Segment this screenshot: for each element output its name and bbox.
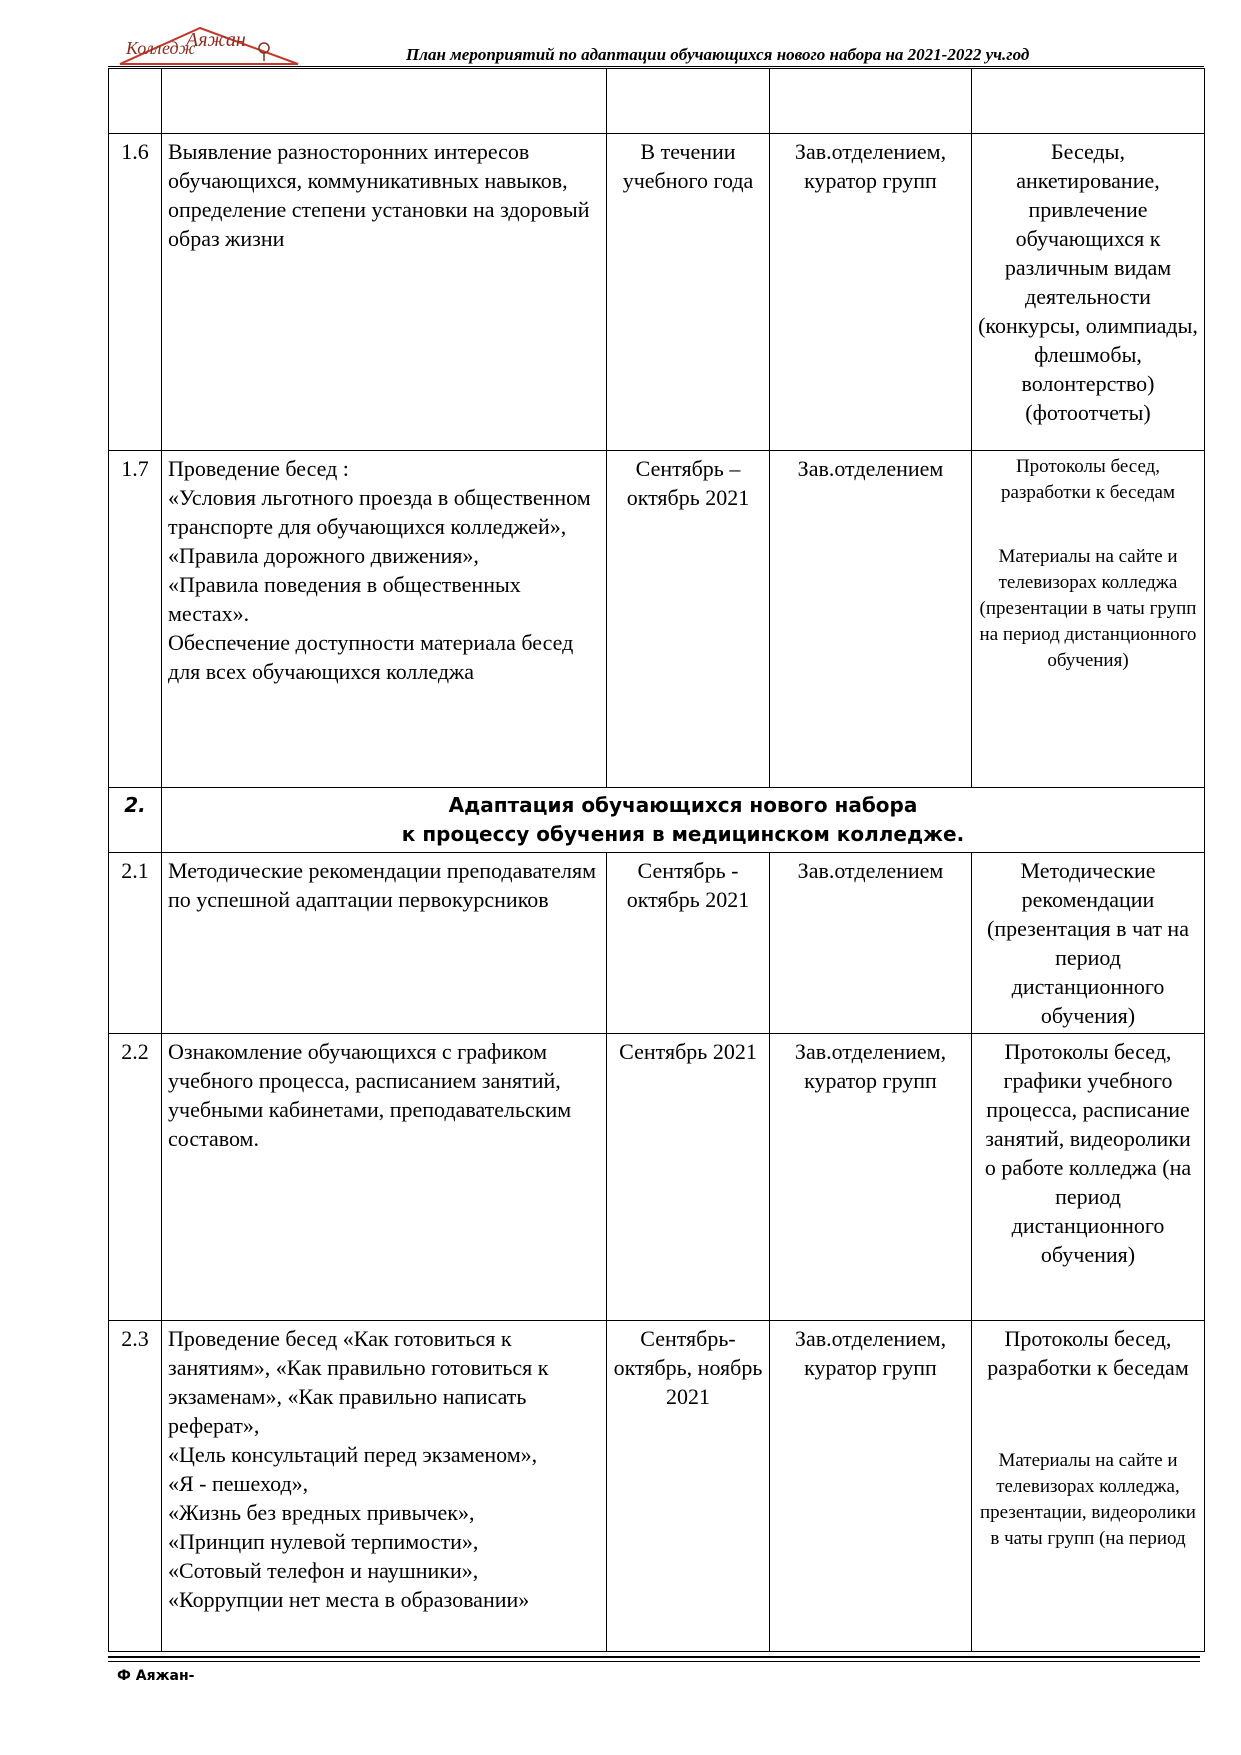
header-divider	[108, 66, 1204, 67]
row-number: 2.3	[109, 1321, 162, 1652]
table-row	[109, 1034, 1205, 1321]
activity-cell: Выявление разносторонних интересов обучающихся, коммуникативных навыков, определение степени установки на здоровый образ жизни	[162, 134, 607, 451]
result-cell: Методические рекомендации (презентация в чат на период дистанционного обучения)	[972, 853, 1205, 1034]
date-cell: Сентябрь 2021	[607, 1034, 770, 1321]
section-title	[162, 788, 1205, 853]
date-cell: В течении учебного года	[607, 134, 770, 451]
responsible-cell: Зав.отделением, куратор групп	[770, 1034, 972, 1321]
result-cell: Беседы, анкетирование, привлечение обучающихся к различным видам деятельности (конкурсы, олимпиады, флешмобы, волонтерство) (фотоотчеты)	[972, 134, 1205, 451]
result-text: Материалы на сайте и телевизорах колледжа, презентации, видеоролики в чаты групп (на период	[980, 1450, 1196, 1549]
section-number: 2.	[109, 788, 162, 853]
college-logo	[116, 24, 302, 66]
activity-line: «Коррупции нет места в образовании»	[168, 1587, 530, 1612]
table-row	[109, 134, 1205, 451]
table-row	[109, 451, 1205, 788]
result-spacer	[978, 1382, 1198, 1448]
activity-line: «Сотовый телефон и наушники»,	[168, 1558, 479, 1583]
responsible-cell: Зав.отделением, куратор групп	[770, 134, 972, 451]
section-title-line: к процессу обучения в медицинском колледже.	[401, 822, 965, 846]
activity-line: «Принцип нулевой терпимости»,	[168, 1529, 479, 1554]
result-cell	[972, 1321, 1205, 1652]
empty-cell	[162, 69, 607, 134]
responsible-cell: Зав.отделением	[770, 451, 972, 788]
row-number: 2.1	[109, 853, 162, 1034]
section-title-line: Адаптация обучающихся нового набора	[448, 793, 918, 817]
activity-line: «Цель консультаций перед экзаменом»,	[168, 1442, 538, 1467]
activity-cell: Ознакомление обучающихся с графиком учебного процесса, расписанием занятий, учебными кабинетами, преподавательским составом.	[162, 1034, 607, 1321]
row-number: 2.2	[109, 1034, 162, 1321]
result-text: Материалы на сайте и телевизорах колледжа (презентации в чаты групп на период дистанционного обучения)	[979, 546, 1197, 671]
svg-text:Аяжан: Аяжан	[186, 29, 246, 51]
result-cell: Протоколы бесед, графики учебного процесса, расписание занятий, видеоролики о работе колледжа (на период дистанционного обучения)	[972, 1034, 1205, 1321]
activity-cell	[162, 451, 607, 788]
empty-cell	[109, 69, 162, 134]
result-cell	[972, 451, 1205, 788]
table-row-empty	[109, 69, 1205, 134]
activity-line: Проведение бесед :	[168, 456, 349, 481]
date-cell: Сентябрь – октябрь 2021	[607, 451, 770, 788]
responsible-cell: Зав.отделением	[770, 853, 972, 1034]
empty-cell	[770, 69, 972, 134]
activity-cell: Методические рекомендации преподавателям по успешной адаптации первокурсников	[162, 853, 607, 1034]
result-spacer	[978, 506, 1198, 544]
footer-text: Ф Аяжан-	[117, 1668, 195, 1684]
empty-cell	[607, 69, 770, 134]
date-cell: Сентябрь-октябрь, ноябрь 2021	[607, 1321, 770, 1652]
activity-line: «Правила дорожного движения»,	[168, 543, 479, 568]
activity-line: Проведение бесед «Как готовиться к занятиям», «Как правильно готовиться к экзаменам», «Как правильно написать реферат»,	[168, 1326, 549, 1438]
result-text: Протоколы бесед, разработки к беседам	[987, 1326, 1189, 1380]
plan-table	[108, 68, 1205, 1652]
footer-divider	[108, 1661, 1200, 1662]
footer-divider	[108, 1656, 1200, 1658]
activity-line: Обеспечение доступности материала бесед для всех обучающихся колледжа	[168, 630, 574, 684]
responsible-cell: Зав.отделением, куратор групп	[770, 1321, 972, 1652]
row-number: 1.6	[109, 134, 162, 451]
svg-text:Колледж: Колледж	[126, 38, 196, 58]
row-number: 1.7	[109, 451, 162, 788]
activity-line: «Условия льготного проезда в общественном транспорте для обучающихся колледжей»,	[168, 485, 591, 539]
result-text: Протоколы бесед, разработки к беседам	[1000, 456, 1175, 503]
activity-line: «Я - пешеход»,	[168, 1471, 309, 1496]
activity-line: «Правила поведения в общественных местах».	[168, 572, 521, 626]
activity-line: «Жизнь без вредных привычек»,	[168, 1500, 475, 1525]
table-row	[109, 853, 1205, 1034]
date-cell: Сентябрь - октябрь 2021	[607, 853, 770, 1034]
page-title: План мероприятий по адаптации обучающихся нового набора на 2021-2022 уч.год	[406, 45, 1030, 64]
empty-cell	[972, 69, 1205, 134]
section-header-row	[109, 788, 1205, 853]
activity-cell	[162, 1321, 607, 1652]
table-row	[109, 1321, 1205, 1652]
